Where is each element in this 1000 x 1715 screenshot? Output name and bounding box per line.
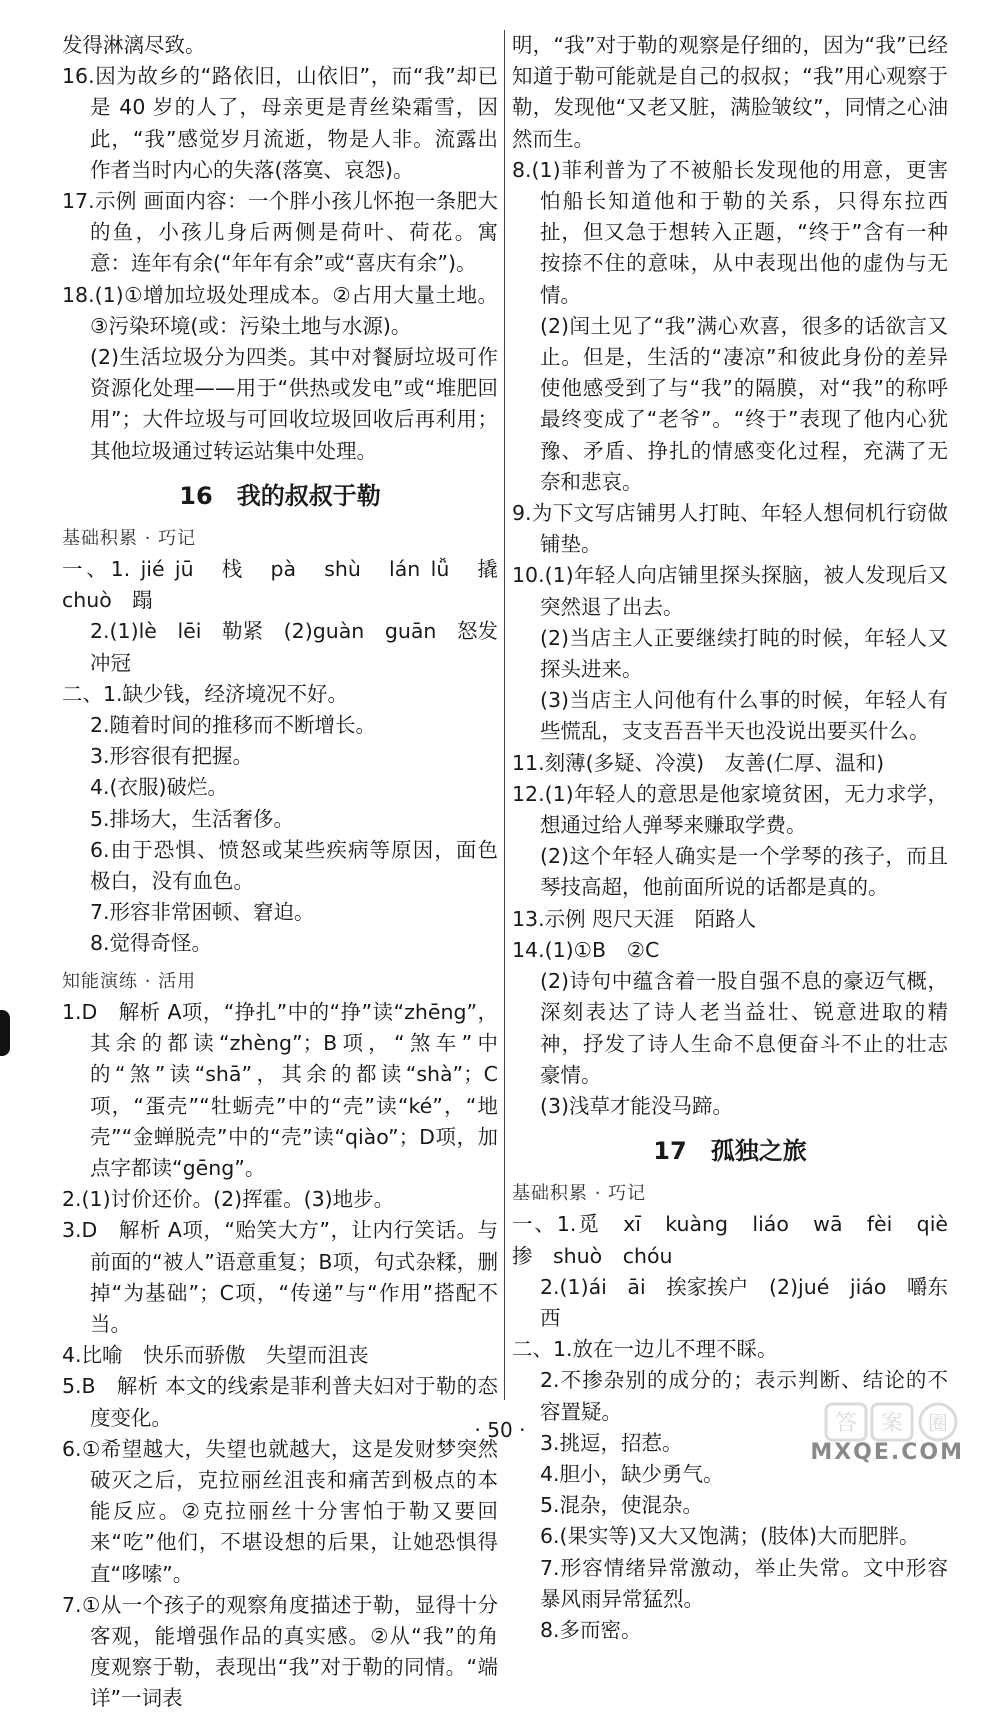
answer-paragraph: 9.为下文写店铺男人打盹、年轻人想伺机行窃做铺垫。 bbox=[512, 501, 948, 557]
answer-paragraph: 5.排场大，生活奢侈。 bbox=[90, 806, 295, 831]
answer-paragraph: 13.示例 咫尺天涯 陌路人 bbox=[512, 906, 757, 931]
watermark-char-1: 答 bbox=[834, 1411, 858, 1436]
answer-paragraph: 2.(1)lè lēi 勒紧 (2)guàn guān 怒发冲冠 bbox=[90, 619, 498, 675]
answer-paragraph: 7.形容非常困顿、窘迫。 bbox=[90, 900, 315, 925]
section-title: 17 孤独之旅 bbox=[653, 1137, 807, 1166]
answer-paragraph: 一、1.觅 xī kuàng liáo wā fèi qiè 掺 shuò chóu bbox=[512, 1212, 969, 1268]
answer-paragraph: 6.①希望越大，失望也就越大，这是发财梦突然破灭之后，克拉丽丝沮丧和痛苦到极点的本能反应。②克拉丽丝十分害怕于勒又要回来“吃”他们，不堪设想的后果，让她恐惧得直“哆嗦”。 bbox=[62, 1436, 498, 1586]
answer-paragraph: 16.因为故乡的“路依旧，山依旧”，而“我”却已是 40 岁的人了，母亲更是青丝染霜雪，因此，“我”感觉岁月流逝，物是人非。流露出作者当时内心的失落(落寞、哀怨)。 bbox=[62, 64, 498, 182]
answer-paragraph: (3)当店主人问他有什么事的时候，年轻人有些慌乱，支支吾吾半天也没说出要买什么。 bbox=[540, 688, 948, 744]
answer-paragraph: 8.觉得奇怪。 bbox=[90, 931, 213, 956]
answer-paragraph: 1.D 解析 A项，“挣扎”中的“挣”读“zhēng”，其余的都读“zhèng”；B项，“煞车”中的“煞”读“shā”，其余的都读“shà”；C项，“蛋壳”“牡蛎壳”中的“壳”读“ké”，“地壳”“金蝉脱壳”中的“壳”读“qiào”；D项，加点字都读“gēng”。 bbox=[62, 999, 498, 1180]
answer-paragraph: 4.胆小，缺少勇气。 bbox=[540, 1461, 724, 1486]
answer-paragraph: 7.①从一个孩子的观察角度描述于勒，显得十分客观，能增强作品的真实感。②从“我”的角度观察于勒，表现出“我”对于勒的同情。“端详”一词表 bbox=[62, 1592, 498, 1711]
column-divider bbox=[504, 30, 505, 1400]
answer-paragraph: 发得淋漓尽致。 bbox=[62, 33, 206, 57]
answer-paragraph: 3.挑逗，招惹。 bbox=[540, 1430, 683, 1455]
subsection-label: 基础积累 · 巧记 bbox=[512, 1183, 647, 1205]
answer-paragraph: 2.不掺杂别的成分的；表示判断、结论的不容置疑。 bbox=[540, 1368, 948, 1424]
answer-paragraph: 18.(1)①增加垃圾处理成本。②占用大量土地。③污染环境(或：污染土地与水源)。 bbox=[62, 282, 498, 338]
answer-paragraph: (2)当店主人正要继续打盹的时候，年轻人又探头进来。 bbox=[540, 625, 948, 682]
subsection-label: 基础积累 · 巧记 bbox=[62, 527, 197, 549]
answer-paragraph: 2.随着时间的推移而不断增长。 bbox=[90, 713, 377, 738]
answer-paragraph: 二、1.放在一边儿不理不睬。 bbox=[512, 1337, 778, 1362]
answer-paragraph: 12.(1)年轻人的意思是他家境贫困，无力求学，想通过给人弹琴来赚取学费。 bbox=[512, 781, 948, 838]
answer-paragraph: (2)这个年轻人确实是一个学琴的孩子，而且琴技高超，他前面所说的话都是真的。 bbox=[540, 844, 948, 900]
answer-paragraph: (2)闰土见了“我”满心欢喜，很多的话欲言又止。但是，生活的“凄凉”和彼此身份的差异使他感受到了与“我”的隔膜，对“我”的称呼最终变成了“老爷”。“终于”表现了他内心犹豫、矛盾、挣扎的情感变化过程，充满了无奈和悲哀。 bbox=[540, 313, 948, 494]
answer-paragraph: 10.(1)年轻人向店铺里探头探脑，被人发现后又突然退了出去。 bbox=[512, 563, 948, 619]
binding-mark bbox=[0, 1010, 10, 1056]
answer-paragraph: 5.混杂，使混杂。 bbox=[540, 1493, 704, 1518]
answer-paragraph: (2)生活垃圾分为四类。其中对餐厨垃圾可作资源化处理——用于“供热或发电”或“堆肥回用”；大件垃圾与可回收垃圾回收后再利用；其他垃圾通过转运站集中处理。 bbox=[90, 345, 498, 463]
answer-paragraph: (3)浅草才能没马蹄。 bbox=[540, 1093, 734, 1118]
answer-paragraph: 2.(1)讨价还价。(2)挥霍。(3)地步。 bbox=[62, 1187, 395, 1212]
watermark-char-3: 圈 bbox=[928, 1411, 948, 1435]
section-title: 16 我的叔叔于勒 bbox=[179, 481, 381, 510]
answer-paragraph: 二、1.缺少钱，经济境况不好。 bbox=[62, 681, 349, 706]
answer-paragraph: 8.多而密。 bbox=[540, 1617, 642, 1642]
answer-paragraph: 6.由于恐惧、愤怒或某些疾病等原因，面色极白，没有血色。 bbox=[90, 837, 498, 894]
answer-paragraph: 3.D 解析 A项，“贻笑大方”，让内行笑话。与前面的“被人”语意重复；B项，句式杂糅，删掉“为基础”；C项，“传递”与“作用”搭配不当。 bbox=[62, 1218, 498, 1336]
answer-paragraph: 2.(1)ái āi 挨家挨户 (2)jué jiáo 嚼东西 bbox=[540, 1274, 948, 1330]
answer-paragraph: 4.比喻 快乐而骄傲 失望而沮丧 bbox=[62, 1343, 369, 1368]
subsection-label: 知能演练 · 活用 bbox=[62, 970, 197, 992]
answer-paragraph: 3.形容很有把握。 bbox=[90, 744, 254, 769]
watermark-url: MXQE.COM bbox=[810, 1440, 964, 1465]
answer-paragraph: 明，“我”对于勒的观察是仔细的，因为“我”已经知道于勒可能就是自己的叔叔；“我”用心观察于勒，发现他“又老又脏，满脸皱纹”，同情之心油然而生。 bbox=[512, 33, 948, 151]
answer-paragraph: 17.示例 画面内容：一个胖小孩儿怀抱一条肥大的鱼，小孩儿身后两侧是荷叶、荷花。寓意：连年有余(“年年有余”或“喜庆有余”)。 bbox=[62, 189, 498, 276]
answer-paragraph: (2)诗句中蕴含着一股自强不息的豪迈气概，深刻表达了诗人老当益壮、锐意进取的精神，抒发了诗人生命不息便奋斗不止的壮志豪情。 bbox=[540, 969, 948, 1087]
answer-paragraph: 一、1. jié jū 栈 pà shù lán lǚ 撬 chuò 蹋 bbox=[62, 557, 519, 613]
answer-paragraph: 8.(1)菲利普为了不被船长发现他的用意，更害怕船长知道他和于勒的关系，只得东拉西扯，但又急于想转入正题，“终于”含有一种按捺不住的意味，从中表现出他的虚伪与无情。 bbox=[512, 157, 948, 307]
answer-paragraph: 14.(1)①B ②C bbox=[512, 937, 660, 962]
answer-paragraph: 7.形容情绪异常激动，举止失常。文中形容暴风雨异常猛烈。 bbox=[540, 1555, 948, 1611]
answer-paragraph: 6.(果实等)又大又饱满；(肢体)大而肥胖。 bbox=[540, 1524, 920, 1549]
watermark-char-2: 案 bbox=[880, 1411, 904, 1436]
answer-paragraph: 4.(衣服)破烂。 bbox=[90, 775, 229, 800]
answer-paragraph: 5.B 解析 本文的线索是菲利普夫妇对于勒的态度变化。 bbox=[62, 1374, 498, 1430]
answer-paragraph: 11.刻薄(多疑、冷漠) 友善(仁厚、温和) bbox=[512, 750, 885, 775]
page-number: · 50 · bbox=[474, 1418, 526, 1442]
